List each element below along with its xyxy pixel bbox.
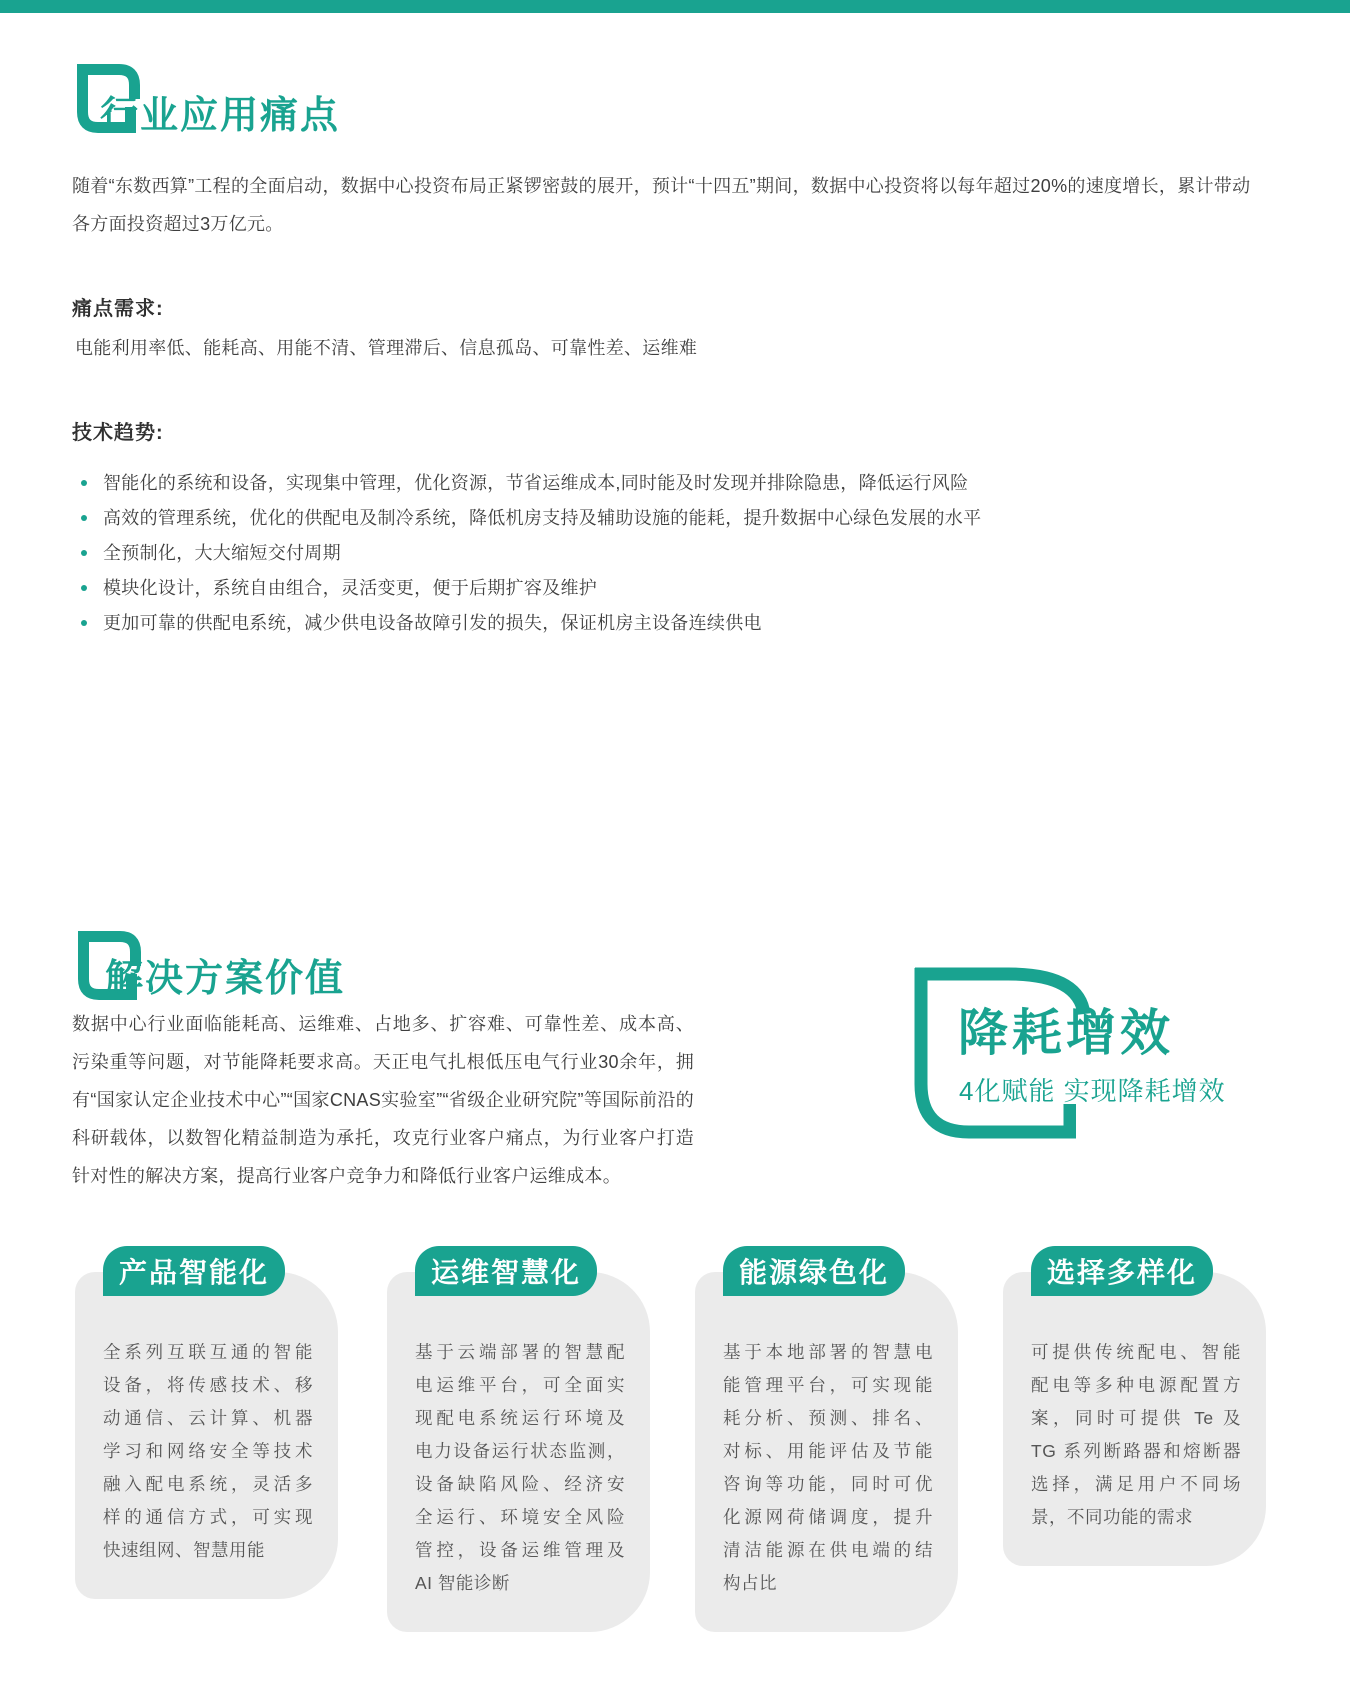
- card-text-line: 快速组网、智慧用能: [103, 1540, 265, 1560]
- tech-trend-item: 更加可靠的供配电系统，减少供电设备故障引发的损失，保证机房主设备连续供电: [72, 612, 981, 634]
- card-text-line: 基于云端部署的智慧配: [415, 1342, 625, 1362]
- pain-demand-list: 电能利用率低、能耗高、用能不清、管理滞后、信息孤岛、可靠性差、运维难: [75, 338, 698, 358]
- card-text-line: 耗分析、预测、排名、: [723, 1408, 933, 1428]
- card-text-line: 管控，设备运维管理及: [415, 1540, 625, 1560]
- tech-trend-item: 全预制化，大大缩短交付周期: [72, 542, 981, 564]
- card-text-line: 电运维平台，可全面实: [415, 1375, 625, 1395]
- card-text-line: 现配电系统运行环境及: [415, 1408, 625, 1428]
- feature-card-green-energy: [695, 1246, 958, 1632]
- card-text-line: 电力设备运行状态监测，: [415, 1441, 625, 1461]
- card-label-pill: 能源绿色化: [723, 1246, 905, 1296]
- card-text-line: 设备缺陷风险、经济安: [415, 1474, 625, 1494]
- card-text-line: 选择，满足用户不同场: [1031, 1474, 1241, 1494]
- pain-demand-heading: 痛点需求:: [72, 298, 164, 320]
- card-body-text: [75, 1272, 338, 1599]
- feature-card-smart-ops: [387, 1246, 650, 1632]
- benefit-callout: [913, 966, 1226, 1146]
- card-label-pill: 产品智能化: [103, 1246, 285, 1296]
- tech-trend-item: 模块化设计，系统自由组合，灵活变更，便于后期扩容及维护: [72, 577, 981, 599]
- card-text-line: 能管理平台，可实现能: [723, 1375, 933, 1395]
- card-body-text: [387, 1272, 650, 1632]
- card-label-pill: 运维智慧化: [415, 1246, 597, 1296]
- card-text-line: TG 系列断路器和熔断器: [1031, 1441, 1241, 1461]
- card-text-line: 设备，将传感技术、移: [103, 1375, 313, 1395]
- feature-card-diverse-choice: [1003, 1246, 1266, 1566]
- card-text-line: 基于本地部署的智慧电: [723, 1342, 933, 1362]
- card-text-line: 样的通信方式，可实现: [103, 1507, 313, 1527]
- tech-trend-item: 高效的管理系统，优化的供配电及制冷系统，降低机房支持及辅助设施的能耗，提升数据中心绿色发展的水平: [72, 507, 981, 529]
- card-text-line: 清洁能源在供电端的结: [723, 1540, 933, 1560]
- card-text-line: 学习和网络安全等技术: [103, 1441, 313, 1461]
- card-body-text: [695, 1272, 958, 1632]
- card-label-pill: 选择多样化: [1031, 1246, 1213, 1296]
- card-text-line: 融入配电系统，灵活多: [103, 1474, 313, 1494]
- card-text-line: AI 智能诊断: [415, 1573, 510, 1593]
- card-text-line: 配电等多种电源配置方: [1031, 1375, 1241, 1395]
- card-text-line: 动通信、云计算、机器: [103, 1408, 313, 1428]
- card-text-line: 案，同时可提供 Te 及: [1031, 1408, 1241, 1428]
- card-text-line: 全运行、环境安全风险: [415, 1507, 625, 1527]
- section1-intro-paragraph: 随着“东数西算”工程的全面启动，数据中心投资布局正紧锣密鼓的展开，预计“十四五”期间，数据中心投资将以每年超过20%的速度增长，累计带动各方面投资超过3万亿元。: [72, 176, 1251, 234]
- section2-title: 解决方案价值: [105, 958, 346, 1000]
- card-text-line: 咨询等功能，同时可优: [723, 1474, 933, 1494]
- callout-title: 降耗增效: [958, 1005, 1174, 1061]
- section2-paragraph: 数据中心行业面临能耗高、运维难、占地多、扩容难、可靠性差、成本高、污染重等问题，对节能降耗要求高。天正电气扎根低压电气行业30余年，拥有“国家认定企业技术中心”“国家CNAS实验室”“省级企业研究院”等国际前沿的科研载体，以数智化精益制造为承托，攻克行业客户痛点，为行业客户打造针对性的解决方案，提高行业客户竞争力和降低行业客户运维成本。: [72, 1014, 694, 1186]
- card-text-line: 全系列互联互通的智能: [103, 1342, 313, 1362]
- tech-trend-list: [72, 472, 981, 647]
- tech-trend-heading: 技术趋势:: [72, 422, 164, 444]
- top-accent-bar: [0, 0, 1350, 13]
- card-body-text: [1003, 1272, 1266, 1566]
- callout-subtitle: 4化赋能 实现降耗增效: [959, 1076, 1226, 1106]
- card-text-line: 构占比: [723, 1573, 777, 1593]
- card-text-line: 化源网荷储调度，提升: [723, 1507, 933, 1527]
- feature-card-product-intelligence: [75, 1246, 338, 1599]
- tech-trend-item: 智能化的系统和设备，实现集中管理，优化资源，节省运维成本,同时能及时发现并排除隐患，降低运行风险: [72, 472, 981, 494]
- card-text-line: 景，不同功能的需求: [1031, 1507, 1193, 1527]
- section1-title: 行业应用痛点: [100, 95, 341, 137]
- card-text-line: 对标、用能评估及节能: [723, 1441, 933, 1461]
- card-text-line: 可提供传统配电、智能: [1031, 1342, 1241, 1362]
